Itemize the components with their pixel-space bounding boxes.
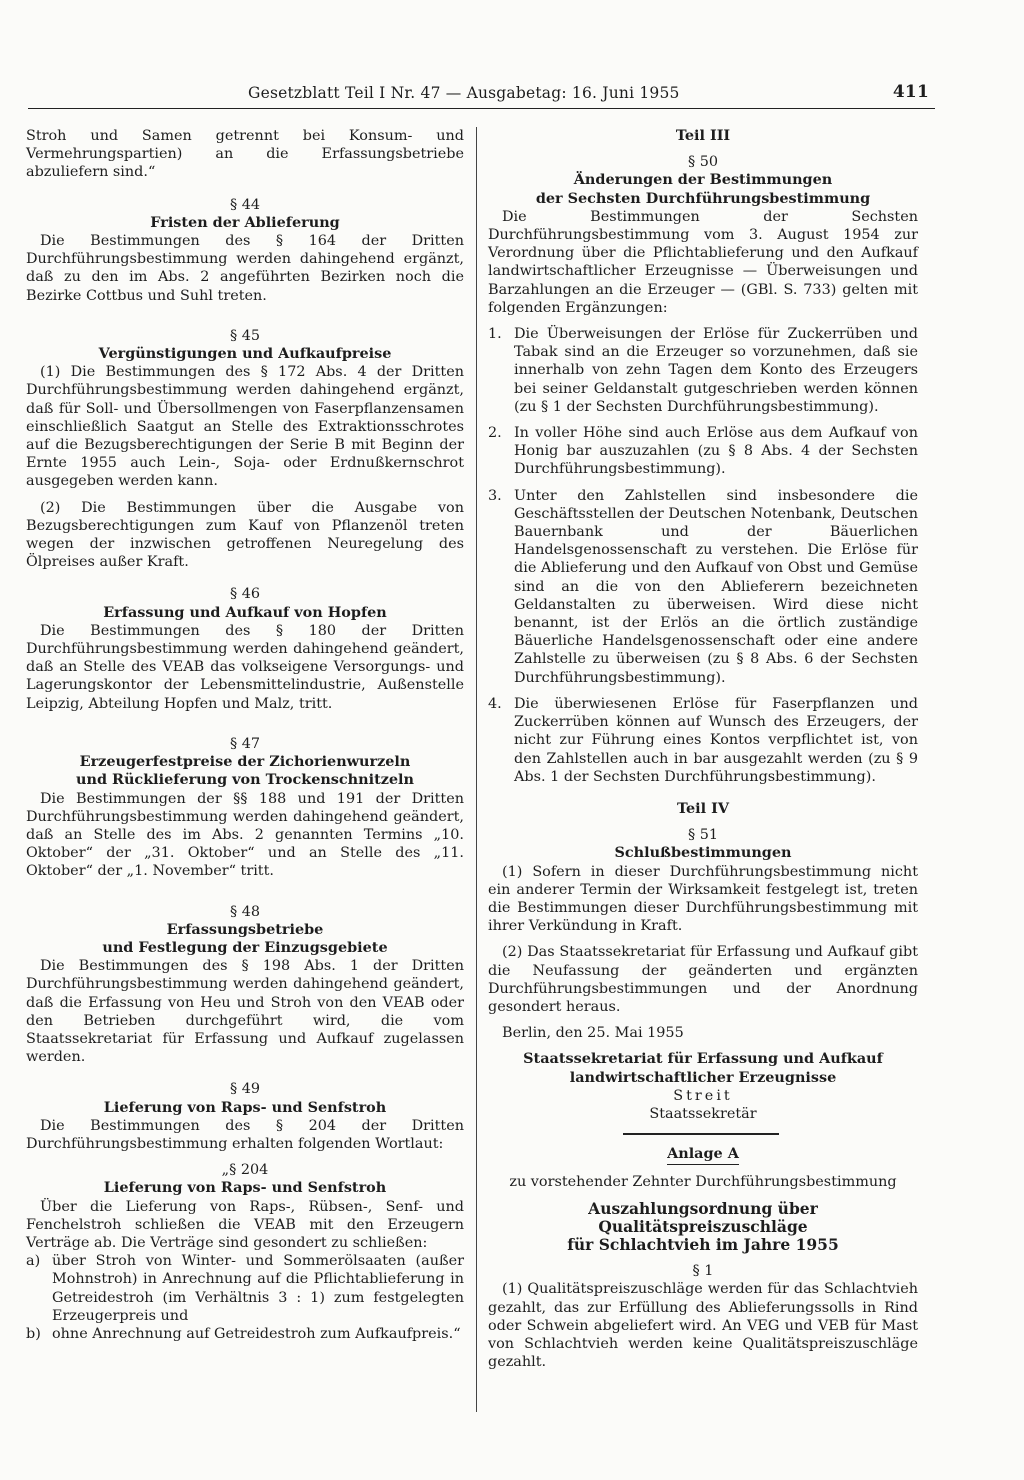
section-204-paragraph: Über die Lieferung von Raps-, Rübsen-, Senf- und Fenchelstroh schließen die VEAB mit den Erzeugern Verträge ab. Die Verträge sind gesondert zu schließen: [26, 1198, 464, 1251]
right-column [488, 127, 918, 1371]
list-item-label: b) [26, 1325, 41, 1342]
section-44-number: § 44 [229, 196, 261, 213]
section-50-paragraph: Die Bestimmungen der Sechsten Durchführungsbestimmung vom 3. August 1954 zur Verordnung über die Pflichtablieferung und den Aufkauf landwirtschaftlicher Erzeugnisse — Überweisungen und Barzahlungen an die Erzeuger — (GBl. S. 733) gelten mit folgenden Ergänzungen: [488, 208, 918, 316]
part-4-heading: Teil IV [676, 799, 730, 817]
section-48-title-line-1: Erfassungsbetriebe [166, 920, 324, 938]
section-48-number: § 48 [229, 903, 261, 920]
signer-name: Streit [673, 1087, 733, 1104]
annex-subtitle: zu vorstehender Zehnter Durchführungsbestimmung [509, 1174, 897, 1191]
section-51-paragraph-2: (2) Das Staatssekretariat für Erfassung und Aufkauf gibt die Neufassung der geänderten und ergänzten Durchführungsbestimmungen und der Anordnung gesondert heraus. [488, 944, 918, 1015]
section-204-title: Lieferung von Raps- und Senfstroh [103, 1179, 387, 1197]
annex-label-wrap [488, 1145, 918, 1165]
section-51-title: Schlußbestimmungen [614, 844, 792, 862]
list-item-text: Die Überweisungen der Erlöse für Zuckerrüben und Tabak sind an die Erzeuger so vorzunehmen, daß sie innerhalb von zehn Tagen dem Konto des Erzeugers bei seiner Geldanstalt gutgeschrieben werden können (zu § 1 der Sechsten Durchführungsbestimmung). [514, 326, 918, 415]
page-number: 411 [892, 82, 929, 102]
annex-title-line-1: Auszahlungsordnung über Qualitätspreiszuschläge [588, 1198, 818, 1236]
section-49-title: Lieferung von Raps- und Senfstroh [103, 1098, 387, 1116]
section-47-title-line-2: und Rücklieferung von Trockenschnitzeln [76, 771, 414, 789]
section-47-number: § 47 [229, 735, 261, 752]
section-45-paragraph-1: (1) Die Bestimmungen des § 172 Abs. 4 der Dritten Durchführungsbestimmung werden dahingehend ergänzt, daß für Soll- und Übersollmengen von Faserpflanzensamen einschließlich Saatgut an Stelle des Extraktionsschrotes auf die Bezugsberechtigungen der Serie B mit Beginn der Ernte 1955 auch Lein-, Soja- oder Erdnußkernschrot ausgegeben werden kann. [26, 364, 464, 490]
list-item [488, 424, 918, 479]
list-item-label: 2. [488, 425, 502, 442]
header-title: Gesetzblatt Teil I Nr. 47 — Ausgabetag: 16. Juni 1955 [248, 84, 680, 102]
list-item [488, 325, 918, 416]
list-item-text: In voller Höhe sind auch Erlöse aus dem Aufkauf von Honig bar auszuzahlen (zu § 8 Abs. 4 der Sechsten Durchführungsbestimmung). [514, 425, 918, 478]
part-3-heading: Teil III [675, 127, 731, 144]
section-49-number: § 49 [229, 1081, 261, 1098]
list-item-text: Unter den Zahlstellen sind insbesondere die Geschäftsstellen der Deutschen Notenbank, Deutschen Bauernbank und der Bäuerlichen Handelsgenossenschaft zu verstehen. Die Erlöse für die Ablieferung und den Aufkauf von Obst und Gemüse sind an die von den Ablieferern bezeichneten Geldanstalten zu überweisen. Wird diese nicht benannt, ist der Erlös an die örtlich zuständige Bäuerliche Handelsgenossenschaft oder eine andere Zahlstelle zu überweisen (zu § 8 Abs. 6 der Sechsten Durchführungsbestimmung). [514, 487, 918, 686]
list-item-text: ohne Anrechnung auf Getreidestroh zum Aufkaufpreis.“ [52, 1325, 461, 1342]
signer-title: Staatssekretär [649, 1105, 757, 1122]
list-item-text: über Stroh von Winter- und Sommerölsaaten (außer Mohnstroh) in Anrechnung auf die Pflichtablieferung in Getreidestroh (im Verhältnis 3 : 1) zum festgelegten Erzeugerpreis und [52, 1253, 464, 1324]
section-45-paragraph-2: (2) Die Bestimmungen über die Ausgabe von Bezugsberechtigungen zum Kauf von Pflanzenöl treten wegen der inzwischen getroffenen Neuregelung des Ölpreises außer Kraft. [26, 499, 464, 571]
section-48-title-line-2: und Festlegung der Einzugsgebiete [102, 938, 388, 956]
section-50-number: § 50 [687, 154, 719, 171]
section-45-number: § 45 [229, 327, 261, 344]
list-item-label: a) [26, 1253, 41, 1270]
signature-rule [623, 1133, 779, 1135]
issuing-authority-line-2: landwirtschaftlicher Erzeugnisse [569, 1068, 837, 1086]
issuing-authority-line-1: Staatssekretariat für Erfassung und Aufkauf [523, 1050, 883, 1068]
page-header [28, 80, 935, 109]
section-50-title-line-2: der Sechsten Durchführungsbestimmung [535, 189, 871, 207]
section-204-number: „§ 204 [221, 1162, 269, 1179]
section-47-paragraph: Die Bestimmungen der §§ 188 und 191 der Dritten Durchführungsbestimmung werden dahingehend geändert, daß an Stelle des im Abs. 2 genannten Termins „10. Oktober“ der „31. Oktober“ und an Stelle des „11. Oktober“ der „1. November“ tritt. [26, 790, 464, 880]
list-item-label: 4. [488, 695, 502, 712]
section-47-title-line-1: Erzeugerfestpreise der Zichorienwurzeln [79, 753, 411, 771]
section-44-paragraph: Die Bestimmungen des § 164 der Dritten Durchführungsbestimmung werden dahingehend ergänzt, daß zu den im Abs. 2 angeführten Bezirken noch die Bezirke Cottbus und Suhl treten. [26, 233, 464, 304]
list-item [488, 695, 918, 786]
section-50-title-line-1: Änderungen der Bestimmungen [573, 171, 833, 189]
annex-label: Anlage A [667, 1145, 739, 1165]
section-46-title: Erfassung und Aufkauf von Hopfen [103, 603, 387, 621]
annex-section-1-paragraph: (1) Qualitätspreiszuschläge werden für das Schlachtvieh gezahlt, das zur Erfüllung des Ablieferungssolls in Rind oder Schwein abgeliefert wird. An VEG und VEB für Mast von Schlachtvieh werden keine Qualitätspreiszuschläge gezahlt. [488, 1281, 918, 1371]
section-46-paragraph: Die Bestimmungen des § 180 der Dritten Durchführungsbestimmung werden dahingehend geändert, daß an Stelle des VEAB das volkseigene Versorgungs- und Lagerungskontor der Lebensmittelindustrie, Außenstelle Leipzig, Abteilung Hopfen und Malz, tritt. [26, 622, 464, 712]
section-51-number: § 51 [687, 827, 719, 844]
list-item [26, 1252, 464, 1325]
list-item-label: 3. [488, 487, 502, 504]
section-44-title: Fristen der Ablieferung [150, 213, 340, 231]
intro-paragraph: Stroh und Samen getrennt bei Konsum- und Vermehrungspartien) an die Erfassungsbetriebe abzuliefern sind.“ [26, 128, 464, 181]
left-column [26, 127, 464, 1343]
section-45-title: Vergünstigungen und Aufkaufpreise [98, 345, 392, 363]
annex-section-1-number: § 1 [692, 1263, 714, 1280]
list-item-text: Die überwiesenen Erlöse für Faserpflanzen und Zuckerrüben können auf Wunsch des Erzeugers, der nicht zur Führung eines Kontos verpflichtet ist, von den Zahlstellen auch in bar ausgezahlt werden (zu § 9 Abs. 1 der Sechsten Durchführungsbestimmung). [514, 695, 918, 785]
list-item-label: 1. [488, 326, 502, 343]
section-51-paragraph-1: (1) Sofern in dieser Durchführungsbestimmung nicht ein anderer Termin der Wirksamkeit festgelegt ist, treten die Bestimmungen dieser Durchführungsbestimmung mit ihrer Verkündung in Kraft. [488, 863, 918, 935]
section-49-paragraph: Die Bestimmungen des § 204 der Dritten Durchführungsbestimmung erhalten folgenden Wortlaut: [26, 1117, 464, 1152]
date-line: Berlin, den 25. Mai 1955 [502, 1025, 684, 1042]
list-item [488, 487, 918, 687]
annex-title-line-2: für Schlachtvieh im Jahre 1955 [567, 1234, 839, 1254]
section-46-number: § 46 [229, 586, 261, 603]
section-48-paragraph: Die Bestimmungen des § 198 Abs. 1 der Dritten Durchführungsbestimmung werden dahingehend geändert, daß die Erfassung von Heu und Stroh von den VEAB oder den Betrieben durchgeführt wird, die vom Staatssekretariat für Erfassung und Aufkauf zugelassen werden. [26, 958, 464, 1066]
list-item [26, 1325, 464, 1343]
column-divider [476, 127, 477, 1412]
